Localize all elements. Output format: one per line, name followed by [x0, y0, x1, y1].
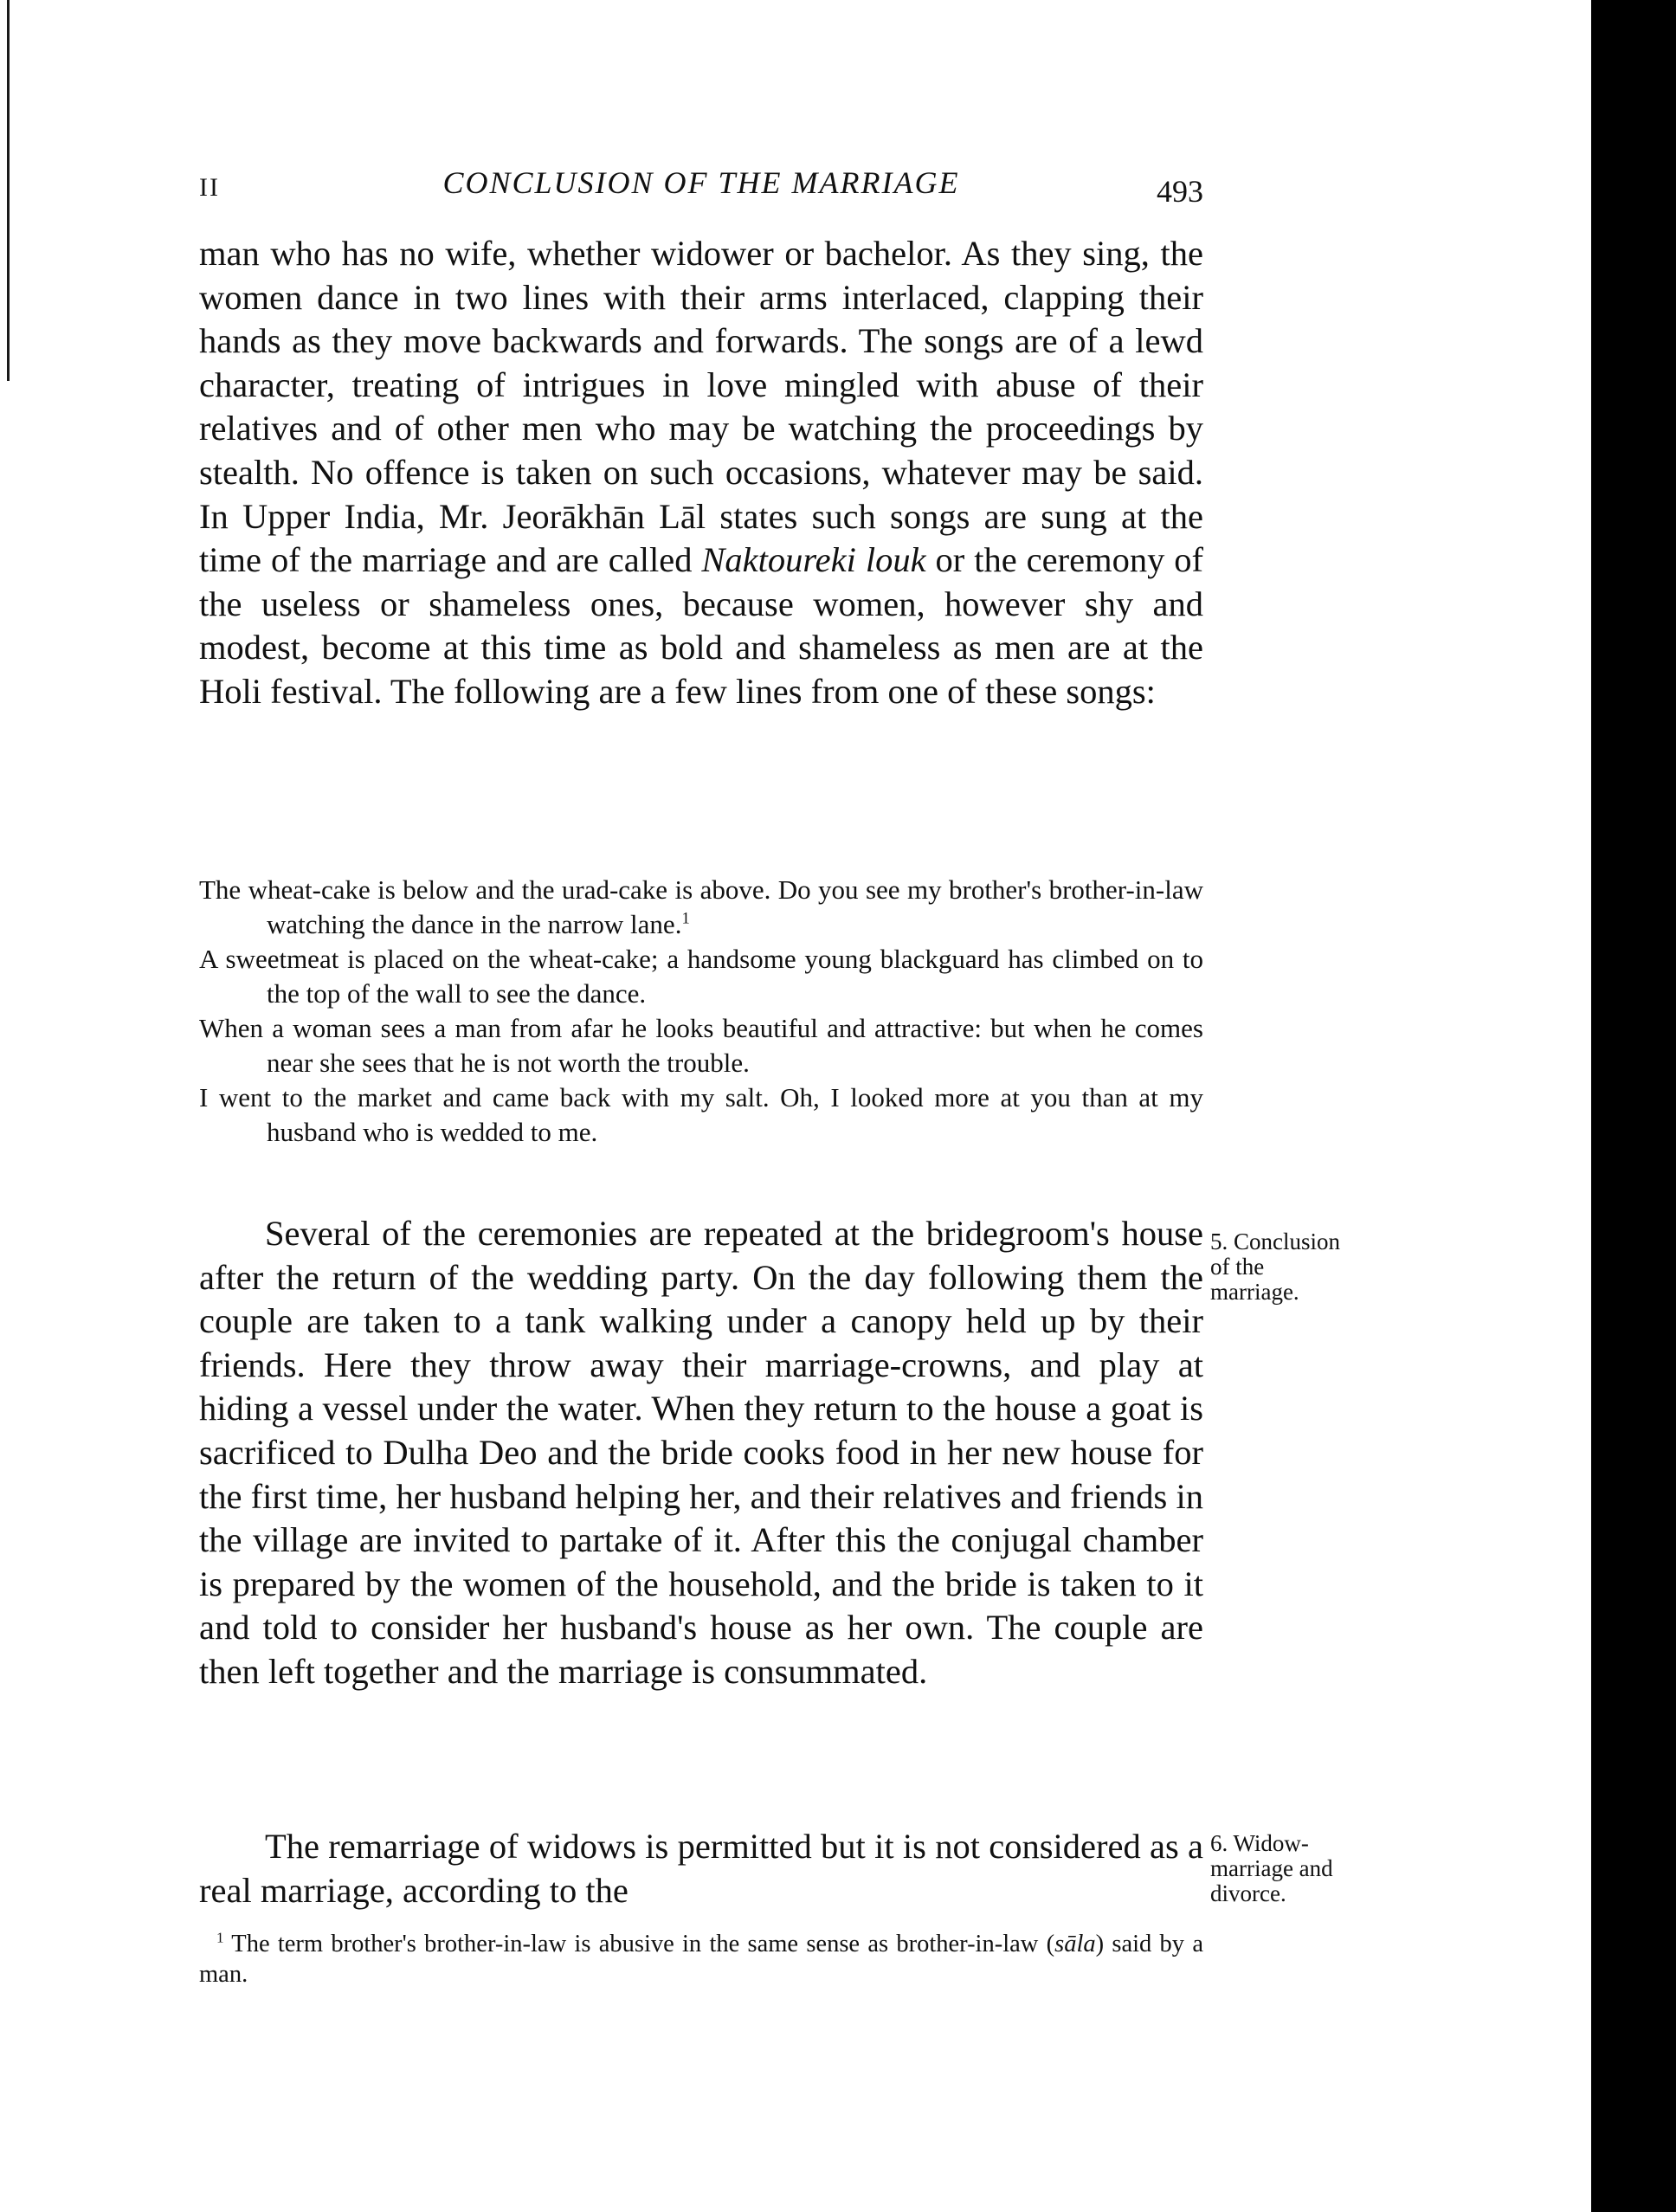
running-header: [199, 164, 1203, 213]
running-title: CONCLUSION OF THE MARRIAGE: [442, 165, 960, 200]
italic-term: Naktoureki louk: [701, 540, 926, 580]
scan-page-edge: [1591, 0, 1676, 2212]
verse-2: A sweetmeat is placed on the wheat-cake; a handsome young blackguard has climbed on to the top of the wall to see the dance.: [199, 944, 1203, 1009]
scan-edge-line: [7, 0, 10, 381]
verse-4: I went to the market and came back with my salt. Oh, I looked more at you than at my husband who is wedded to me.: [199, 1082, 1203, 1147]
footnote-text-end: ) said by a man.: [199, 1931, 1203, 1988]
marginal-note-widow-marriage: 6. Widow-marriage and divorce.: [1210, 1830, 1333, 1906]
paragraph-widow-marriage: The remarriage of widows is permitted but it is not considered as a real marriage, according to the: [199, 1827, 1203, 1910]
footnote-text-start: The term brother's brother-in-law is abusive in the same sense as brother-in-law (: [231, 1931, 1055, 1957]
paragraph-songs-end: or the ceremony of the useless or shameless ones, because women, however shy and modest, become at this time as bold and shameless as men are at the Holi festival. The following are a few lines from one of these songs:: [199, 540, 1204, 711]
verse-3: When a woman sees a man from afar he looks beautiful and attractive: but when he comes near she sees that he is not worth the trouble.: [199, 1013, 1203, 1078]
marginal-note-conclusion: 5. Conclusion of the marriage.: [1210, 1229, 1341, 1305]
paragraph-conclusion: Several of the ceremonies are repeated at the bridegroom's house after the return of the wedding party. On the day following them the couple are taken to a tank walking under a canopy held up by their friends. Here they throw away their marriage-crowns, and play at hiding a vessel under the water. When they return to the house a goat is sacrificed to Dulha Deo and the bride cooks food in her new house for the first time, her husband helping her, and their relatives and friends in the village are invited to partake of it. After this the conjugal chamber is prepared by the women of the household, and the bride is taken to it and told to consider her husband's house as her own. The couple are then left together and the marriage is consummated.: [199, 1214, 1203, 1691]
page-number: 493: [1157, 174, 1203, 209]
verse-1: [199, 873, 1203, 942]
paragraph-songs-text: man who has no wife, whether widower or bachelor. As they sing, the women dance in two lines with their arms interlaced, clapping their hands as they move backwards and forwards. The songs are of a lewd character, treating of intrigues in love mingled with abuse of their relatives and of other men who may be watching the proceedings by stealth. No offence is taken on such occasions, whatever may be said. In Upper India, Mr. Jeorākhān Lāl states such songs are sung at the time of the marriage and are called: [199, 234, 1203, 580]
verse-1-text: The wheat-cake is below and the urad-cake is above. Do you see my brother's brother-in-law watching the dance in the narrow lane.: [199, 874, 1203, 939]
chapter-marker: II: [199, 173, 220, 202]
paragraph-songs: [199, 232, 1203, 714]
footnote-ref: 1: [681, 909, 690, 928]
footnote-italic-term: sāla: [1054, 1931, 1096, 1957]
footnote: [199, 1929, 1203, 1990]
footnote-marker: 1: [216, 1929, 224, 1946]
song-verses: [199, 873, 1203, 1150]
